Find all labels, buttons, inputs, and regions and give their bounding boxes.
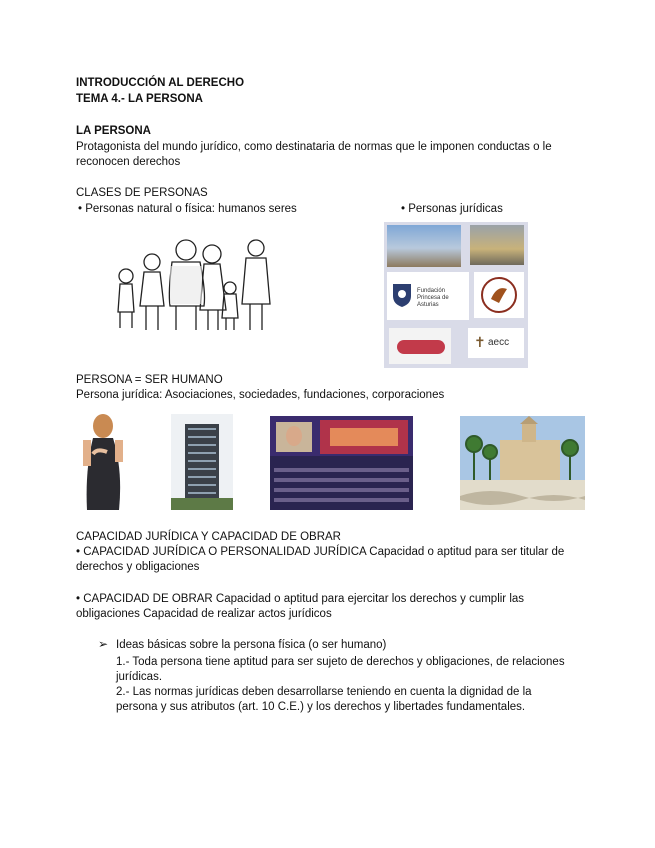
course-title: INTRODUCCIÓN AL DERECHO [76,77,245,89]
topic-title: TEMA 4.- LA PERSONA [76,93,203,105]
city-hall-photo [387,225,461,267]
legal-entities-collage [384,222,528,368]
fundacion-logo [387,272,469,320]
bird-seal-icon [479,275,519,315]
capacidad-obrar-line1: • CAPACIDAD DE OBRAR Capacidad o aptitud para ejercitar los derechos y cumplir las [76,593,525,605]
pregnant-woman-photo [77,414,129,510]
persona-heading: LA PERSONA [76,125,151,137]
auditorium-photo [270,416,413,510]
persona-definition-line1: Protagonista del mundo jurídico, como destinataria de normas que le imponen conductas o le [76,141,552,153]
skyscraper-photo [171,414,233,510]
capacidad-obrar-line2: obligaciones Capacidad de realizar actos jurídicos [76,608,332,620]
auditorium-scene [270,416,413,510]
institution-badge [389,328,451,364]
capacidad-juridica-line1: • CAPACIDAD JURÍDICA O PERSONALIDAD JURÍDICA Capacidad o aptitud para ser titular de [76,546,565,558]
idea-2-line1: 2.- Las normas jurídicas deben desarrollarse teniendo en cuenta la dignidad de la [116,686,532,698]
family-cartoon-drawing [108,232,274,334]
persona-ser-humano: PERSONA = SER HUMANO [76,374,223,386]
persona-definition-line2: reconocen derechos [76,156,181,168]
cross-icon: ✝ [474,334,486,350]
building-sign-photo [470,225,524,265]
persona-juridica-label: • Personas jurídicas [401,203,503,215]
crest-icon [391,282,413,308]
family-cartoon-image [108,232,274,334]
city-square-scene [460,416,585,510]
city-square-photo [460,416,585,510]
idea-1-line2: jurídicas. [116,671,163,683]
bird-seal-logo [474,272,524,318]
skyscraper-figure [171,414,233,510]
persona-juridica-definition: Persona jurídica: Asociaciones, sociedades, fundaciones, corporaciones [76,389,445,401]
pregnant-woman-figure [77,414,129,510]
idea-2-line2: persona y sus atributos (art. 10 C.E.) y los derechos y libertades fundamentales. [116,701,526,713]
idea-1-line1: 1.- Toda persona tiene aptitud para ser sujeto de derechos y obligaciones, de relaciones [116,656,565,668]
fundacion-logo-text: Fundación Princesa de Asturias [417,288,449,308]
aecc-text: aecc [488,337,510,348]
arrow-bullet-icon: ➢ [98,637,109,651]
ideas-title: Ideas básicas sobre la persona física (o ser humano) [116,639,387,651]
capacidad-heading: CAPACIDAD JURÍDICA Y CAPACIDAD DE OBRAR [76,531,341,543]
clases-heading: CLASES DE PERSONAS [76,187,208,199]
capacidad-juridica-line2: derechos y obligaciones [76,561,200,573]
persona-natural-label: • Personas natural o física: humanos seres [78,203,297,215]
red-emblem-shape [397,340,445,354]
aecc-logo [468,328,524,358]
